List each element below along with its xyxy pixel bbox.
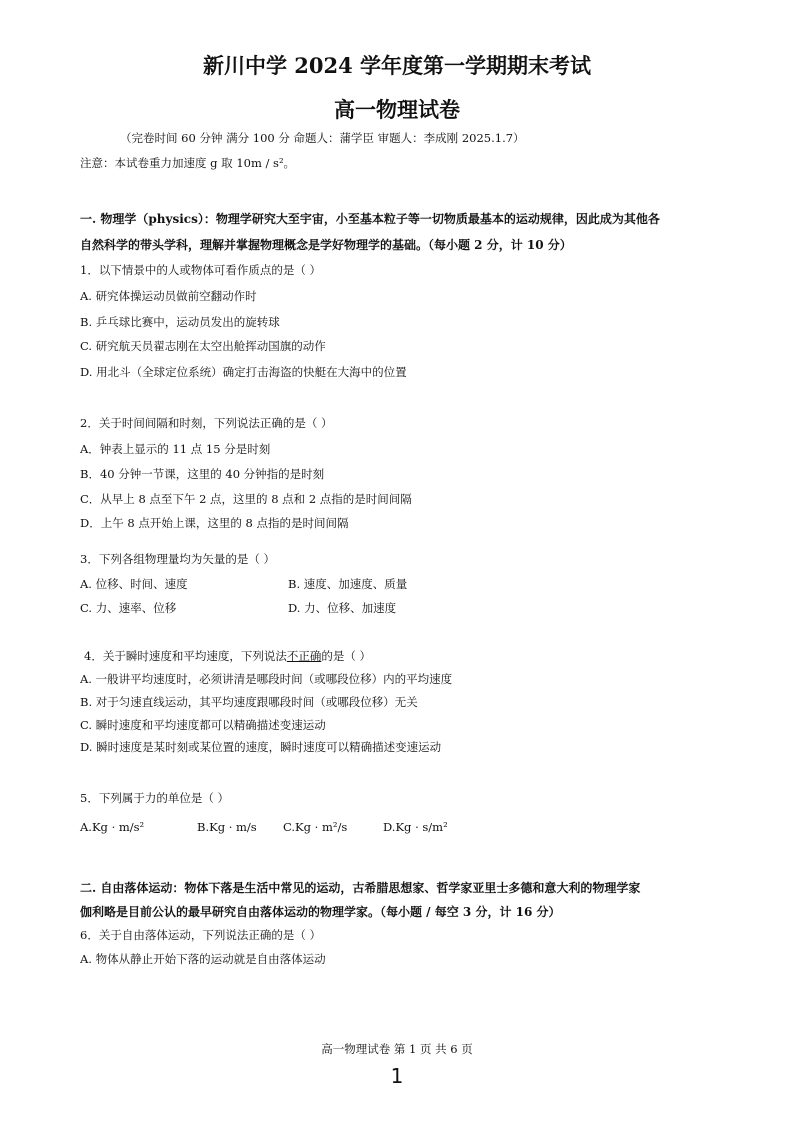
q1-option-a: A. 研究体操运动员做前空翻动作时 bbox=[80, 289, 257, 303]
q2-option-a: A．钟表上显示的 11 点 15 分是时刻 bbox=[80, 442, 271, 456]
q6-option-a: A. 物体从静止开始下落的运动就是自由落体运动 bbox=[80, 952, 326, 966]
q1-stem: 1．以下情景中的人或物体可看作质点的是（ ） bbox=[80, 263, 321, 277]
q4-stem-post: 的是（ ） bbox=[321, 649, 371, 663]
q2-stem: 2．关于时间间隔和时刻，下列说法正确的是（ ） bbox=[80, 416, 333, 430]
exam-title: 新川中学 2024 学年度第一学期期末考试 bbox=[202, 53, 592, 78]
q4-stem-underlined: 不正确 bbox=[286, 649, 322, 663]
q5-option-c: C.Kg · m²/s bbox=[283, 820, 348, 834]
q4-option-b: B. 对于匀速直线运动，其平均速度跟哪段时间（或哪段位移）无关 bbox=[80, 695, 418, 709]
q3-stem: 3．下列各组物理量均为矢量的是（ ） bbox=[80, 552, 275, 566]
q5-stem: 5．下列属于力的单位是（ ） bbox=[80, 791, 229, 805]
section2-heading-line2: 伽利略是目前公认的最早研究自由落体运动的物理学家。（每小题 / 每空 3 分，计 16 分） bbox=[80, 905, 561, 919]
q4-option-d: D. 瞬时速度是某时刻或某位置的速度，瞬时速度可以精确描述变速运动 bbox=[80, 740, 442, 754]
q1-option-d: D. 用北斗（全球定位系统）确定打击海盗的快艇在大海中的位置 bbox=[80, 365, 407, 379]
q1-option-b: B. 乒乓球比赛中，运动员发出的旋转球 bbox=[80, 315, 280, 329]
page-footer: 高一物理试卷 第 1 页 共 6 页 bbox=[321, 1042, 473, 1056]
exam-note: 注意：本试卷重力加速度 g 取 10m / s²。 bbox=[80, 156, 296, 170]
page-number: 1 bbox=[390, 1064, 404, 1088]
q3-option-a: A. 位移、时间、速度 bbox=[80, 577, 188, 591]
q4-option-a: A. 一般讲平均速度时，必须讲清是哪段时间（或哪段位移）内的平均速度 bbox=[80, 672, 453, 686]
q5-option-b: B.Kg · m/s bbox=[197, 820, 257, 834]
q4-stem-pre: 4．关于瞬时速度和平均速度，下列说法 bbox=[84, 649, 287, 663]
q5-option-d: D.Kg · s/m² bbox=[383, 820, 448, 834]
q2-option-b: B．40 分钟一节课，这里的 40 分钟指的是时刻 bbox=[80, 467, 325, 481]
section1-heading-line1: 一. 物理学（physics）：物理学研究大至宇宙，小至基本粒子等一切物质最基本的运动规律，因此成为其他各 bbox=[80, 212, 660, 226]
section1-heading-line2: 自然科学的带头学科，理解并掌握物理概念是学好物理学的基础。（每小题 2 分，计 10 分） bbox=[80, 238, 572, 252]
q5-option-a: A.Kg · m/s² bbox=[80, 820, 145, 834]
q1-option-c: C. 研究航天员翟志刚在太空出舱挥动国旗的动作 bbox=[80, 339, 326, 353]
q2-option-c: C．从早上 8 点至下午 2 点，这里的 8 点和 2 点指的是时间间隔 bbox=[80, 492, 412, 506]
exam-meta: （完卷时间 60 分钟 满分 100 分 命题人：蒲学臣 审题人：李成刚 2025.1.7） bbox=[120, 131, 525, 145]
exam-subtitle: 高一物理试卷 bbox=[334, 97, 460, 122]
q3-option-c: C. 力、速率、位移 bbox=[80, 601, 177, 615]
section2-heading-line1: 二. 自由落体运动：物体下落是生活中常见的运动，古希腊思想家、哲学家亚里士多德和意大利的物理学家 bbox=[80, 881, 641, 895]
q2-option-d: D．上午 8 点开始上课，这里的 8 点指的是时间间隔 bbox=[80, 516, 349, 530]
q6-stem: 6．关于自由落体运动，下列说法正确的是（ ） bbox=[80, 928, 321, 942]
q3-option-d: D. 力、位移、加速度 bbox=[288, 601, 397, 615]
q4-stem bbox=[84, 648, 371, 664]
q4-option-c: C. 瞬时速度和平均速度都可以精确描述变速运动 bbox=[80, 718, 326, 732]
q3-option-b: B. 速度、加速度、质量 bbox=[288, 577, 408, 591]
